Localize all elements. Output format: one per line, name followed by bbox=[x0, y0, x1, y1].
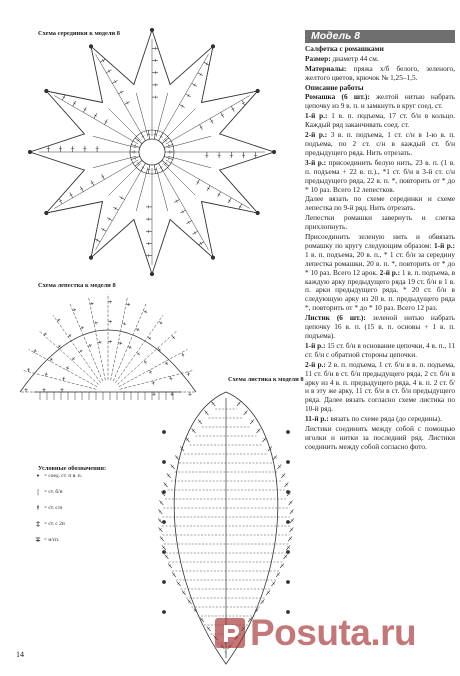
center-ring bbox=[139, 139, 165, 165]
model-banner: Модель 8 bbox=[305, 30, 455, 43]
stitch-mark bbox=[158, 518, 162, 523]
picot-dot bbox=[256, 211, 259, 214]
picot-dot bbox=[163, 581, 166, 584]
stitch-mark bbox=[268, 446, 272, 451]
stitch-mark bbox=[154, 130, 156, 139]
bar-icon: | bbox=[37, 488, 39, 496]
star-ray bbox=[54, 160, 138, 209]
petal-ray bbox=[53, 315, 100, 382]
stitch-mark bbox=[280, 563, 284, 568]
size-paragraph: Размер: диаметр 44 см. bbox=[305, 53, 379, 63]
stitch-mark bbox=[128, 303, 129, 306]
petal-ray bbox=[39, 331, 98, 385]
stitch-mark bbox=[192, 428, 196, 433]
picot-dot bbox=[163, 611, 166, 614]
cross-icon: ǂ bbox=[37, 504, 39, 512]
legend-item: | = ст. б/н bbox=[32, 489, 102, 496]
stitch-mark bbox=[284, 554, 288, 559]
stitch-mark bbox=[276, 572, 280, 577]
stitch-mark bbox=[198, 419, 202, 424]
stitch-mark bbox=[62, 378, 65, 379]
stitch-mark bbox=[154, 165, 156, 174]
stitch-mark bbox=[288, 536, 292, 541]
stitch-mark bbox=[152, 383, 155, 384]
legend-item: ‡ = ст. с 2н bbox=[32, 521, 102, 528]
stitch-mark bbox=[154, 169, 157, 170]
stitch-mark bbox=[159, 163, 164, 171]
stitch-mark bbox=[290, 518, 294, 523]
leaf-row-2-paragraph: 2-й р.: 2 в. п. подъема, 1 ст. б/н в в. п. подъема, 11 ст. б/н в ст. б/н предыдущего ряда, 2 ст. б/н в арку из 4 в. п. предыдущего ряда, 4 в. п. 2 ст. б/н в эту же арку, 11 ст. б/н в ст. б/н предыдущего ряда. Далее вязать согласно схеме листика по 10-й ряд. bbox=[305, 359, 456, 414]
picot-dot bbox=[287, 581, 290, 584]
stitch-mark bbox=[27, 369, 30, 370]
stitch-mark bbox=[141, 133, 146, 141]
materials-paragraph: Материалы: пряжа х/б белого, зеленого, желтого цветов, крючок № 1,25–1,5. bbox=[305, 63, 455, 82]
star-ray bbox=[163, 109, 195, 141]
picot-dot bbox=[287, 431, 290, 434]
stitch-mark bbox=[162, 545, 166, 550]
row-3-paragraph: 3-й р.: присоединить белую нить, 23 в. п. (1 в. п. подъема + 22 в. п.)., *1 ст. б/н в 3-й ст. с/н предыдущего ряда, 22 в. п. *, повторить от * до * 10 раз. Всего 12 лепестков. bbox=[305, 157, 455, 194]
stitch-mark bbox=[289, 527, 293, 532]
stitch-mark bbox=[286, 545, 290, 550]
picot-dot bbox=[287, 521, 290, 524]
picot-dot bbox=[211, 45, 214, 48]
center-star-diagram bbox=[28, 28, 275, 275]
stitch-mark bbox=[211, 401, 215, 406]
petal-diagram bbox=[20, 294, 196, 400]
stitch-mark bbox=[147, 169, 150, 170]
fold-paragraph: Лепестки ромашки завернуть и слегка прихлопнуть. bbox=[305, 213, 455, 232]
stitch-mark bbox=[177, 581, 181, 586]
star-ray bbox=[160, 166, 209, 250]
star-ray bbox=[166, 96, 250, 145]
stitch-mark bbox=[169, 378, 172, 379]
stitch-mark bbox=[187, 374, 190, 375]
stitch-mark bbox=[141, 163, 146, 171]
green-edge-paragraph: Присоединить зеленую нить и обвязать ромашку по кругу следующим образом: 1-й р.: 1 в. п. подъема, 20 в. п., * 1 ст. б/н за середину лепестка ромашки, 20 в. п. *, повторить от * до * 10 раз. Всего 12 арок. 2-й р.: 1 в. п. подъема, в каждую арку предыдущего ряда 19 ст. б/н в 1 в. п. арки предыдущего ряда, * 20 ст. б/н в следующую арку из 20 в. п. предыдущего ряда *, повторить от * до * 10 раз. Всего 12 раз. bbox=[305, 232, 456, 313]
stitch-mark bbox=[168, 563, 172, 568]
stitch-mark bbox=[148, 130, 150, 139]
star-ray bbox=[93, 156, 136, 168]
leaf-row-11-paragraph: 11-й р.: вязать по схеме ряда (до середины). bbox=[305, 414, 442, 424]
petal-ray bbox=[120, 370, 194, 389]
picot-dot bbox=[287, 551, 290, 554]
stitch-mark bbox=[167, 473, 171, 478]
stitch-mark bbox=[250, 419, 254, 424]
stitch-mark bbox=[165, 554, 169, 559]
picot-dot bbox=[89, 256, 92, 259]
stitch-mark bbox=[205, 410, 209, 415]
chamomile-paragraph: Ромашка (6 шт.): желтой нитью набрать цепочку из 9 в. п. и замкнуть в круг соед. ст. bbox=[305, 92, 455, 111]
stitch-mark bbox=[159, 500, 163, 505]
picot-dot bbox=[287, 491, 290, 494]
star-ray bbox=[163, 163, 195, 195]
stitch-mark bbox=[159, 527, 163, 532]
stitch-mark bbox=[266, 590, 270, 595]
picot-dot bbox=[211, 256, 214, 259]
stitch-mark bbox=[148, 165, 150, 174]
pattern-title: Салфетка с ромашками bbox=[305, 43, 384, 53]
star-ray bbox=[156, 93, 168, 136]
joining-paragraph: Листики соединить между собой с помощью иголки и нитки за последний ряд. Листики соединить между собой согласно фото. bbox=[305, 424, 455, 451]
stitch-mark bbox=[172, 572, 176, 577]
center-diagram-caption: Схема серединки к модели 8 bbox=[38, 30, 120, 37]
star-ray bbox=[96, 54, 145, 138]
stitch-mark bbox=[92, 302, 93, 305]
continue-paragraph: Далее вязать по схеме серединки и схеме лепестка по 9-й ряд. Нить отрезать. bbox=[305, 194, 455, 213]
star-ray bbox=[160, 54, 209, 138]
petal-ray bbox=[115, 315, 162, 382]
star-ray bbox=[93, 136, 136, 148]
stitch-mark bbox=[261, 599, 265, 604]
stitch-mark bbox=[188, 599, 192, 604]
picot-dot bbox=[163, 461, 166, 464]
stitch-mark bbox=[147, 134, 150, 135]
stitch-mark bbox=[154, 134, 157, 135]
watermark-text: Posuta.ru bbox=[250, 612, 417, 653]
stitch-mark bbox=[45, 374, 48, 375]
star-ray bbox=[109, 109, 141, 141]
watermark-logo-icon bbox=[214, 617, 246, 649]
star-ray bbox=[156, 167, 168, 210]
picot-dot bbox=[163, 431, 166, 434]
stitch-mark bbox=[159, 133, 164, 141]
stitch-mark bbox=[262, 437, 266, 442]
double-cross-icon: ‡ bbox=[36, 520, 40, 528]
picot-dot bbox=[45, 89, 48, 92]
row-2-paragraph: 2-й р.: 3 в. п. подъема, 1 ст. с/н в 1-ю в. п. подъема, по 2 ст. с/н в каждый ст. б/н предыдущего ряда. Нить отрезать. bbox=[305, 130, 455, 157]
leaf-row-1-paragraph: 1-й р.: 15 ст. б/н в основание цепочки, 4 в. п., 11 ст. б/н с обратной стороны цепочки. bbox=[305, 340, 456, 359]
stitch-mark bbox=[158, 509, 162, 514]
leaf-paragraph: Листик (6 шт.): зеленой нитью набрать цепочку 16 в. п. (15 в. п. основы + 1 в. п. подъема). bbox=[305, 313, 455, 340]
stitch-mark bbox=[186, 437, 190, 442]
dot-icon: • bbox=[36, 472, 40, 480]
stitch-mark bbox=[207, 626, 211, 631]
stitch-mark bbox=[281, 473, 285, 478]
picot-dot bbox=[89, 45, 92, 48]
star-ray bbox=[96, 166, 145, 250]
stitch-mark bbox=[180, 446, 184, 451]
picot-dot bbox=[150, 272, 153, 275]
stitch-mark bbox=[120, 342, 121, 345]
picot-dot bbox=[256, 89, 259, 92]
picot-dot bbox=[28, 150, 31, 153]
petal-diagram-caption: Схема лепестка к модели 8 bbox=[38, 282, 116, 289]
stitch-mark bbox=[100, 341, 101, 344]
stitch-mark bbox=[244, 410, 248, 415]
star-ray bbox=[167, 156, 210, 168]
picot-dot bbox=[163, 491, 166, 494]
star-ray bbox=[136, 167, 148, 210]
page-number: 14 bbox=[16, 650, 24, 659]
petal-ray bbox=[22, 370, 96, 389]
stitch-mark bbox=[182, 590, 186, 595]
petal-ray bbox=[117, 331, 176, 385]
legend-item: ∓ = н/сп. bbox=[32, 537, 102, 544]
stitch-mark bbox=[160, 536, 164, 541]
stitch-mark bbox=[175, 455, 179, 460]
row-1-paragraph: 1-й р.: 1 в. п. подъема, 17 ст. б/н в кольцо. Каждый ряд заканчивать соед. ст. bbox=[305, 111, 456, 130]
picot-dot bbox=[45, 211, 48, 214]
stitch-mark bbox=[257, 428, 261, 433]
stitch-mark bbox=[124, 322, 125, 325]
stitch-mark bbox=[237, 401, 241, 406]
legend-item: ǂ = ст. с/н bbox=[32, 505, 102, 512]
star-ray bbox=[166, 160, 250, 209]
picot-dot bbox=[163, 551, 166, 554]
stitch-mark bbox=[289, 500, 293, 505]
legend-item: • = соед. ст. п в. п. bbox=[32, 473, 102, 480]
stitch-mark bbox=[171, 464, 175, 469]
legend bbox=[32, 473, 102, 553]
stitch-mark bbox=[273, 455, 277, 460]
instructions-column bbox=[305, 30, 455, 453]
star-ray bbox=[167, 136, 210, 148]
leaf-diagram-caption: Схема листика к модели 8 bbox=[228, 376, 304, 383]
picot-dot bbox=[163, 521, 166, 524]
stitch-mark bbox=[284, 482, 288, 487]
star-ray bbox=[54, 96, 138, 145]
picot-dot bbox=[287, 461, 290, 464]
stitch-mark bbox=[271, 581, 275, 586]
stitch-mark bbox=[277, 464, 281, 469]
stitch-mark bbox=[164, 482, 168, 487]
picot-dot bbox=[272, 150, 275, 153]
legend-caption: Условные обозначения: bbox=[38, 465, 107, 472]
stitch-mark bbox=[96, 321, 97, 324]
watermark bbox=[214, 612, 416, 654]
triple-cross-icon: ∓ bbox=[35, 536, 41, 544]
description-heading: Описание работы bbox=[305, 82, 364, 92]
star-ray bbox=[109, 163, 141, 195]
stitch-mark bbox=[290, 509, 294, 514]
star-ray bbox=[136, 93, 148, 136]
picot-dot bbox=[150, 28, 153, 31]
